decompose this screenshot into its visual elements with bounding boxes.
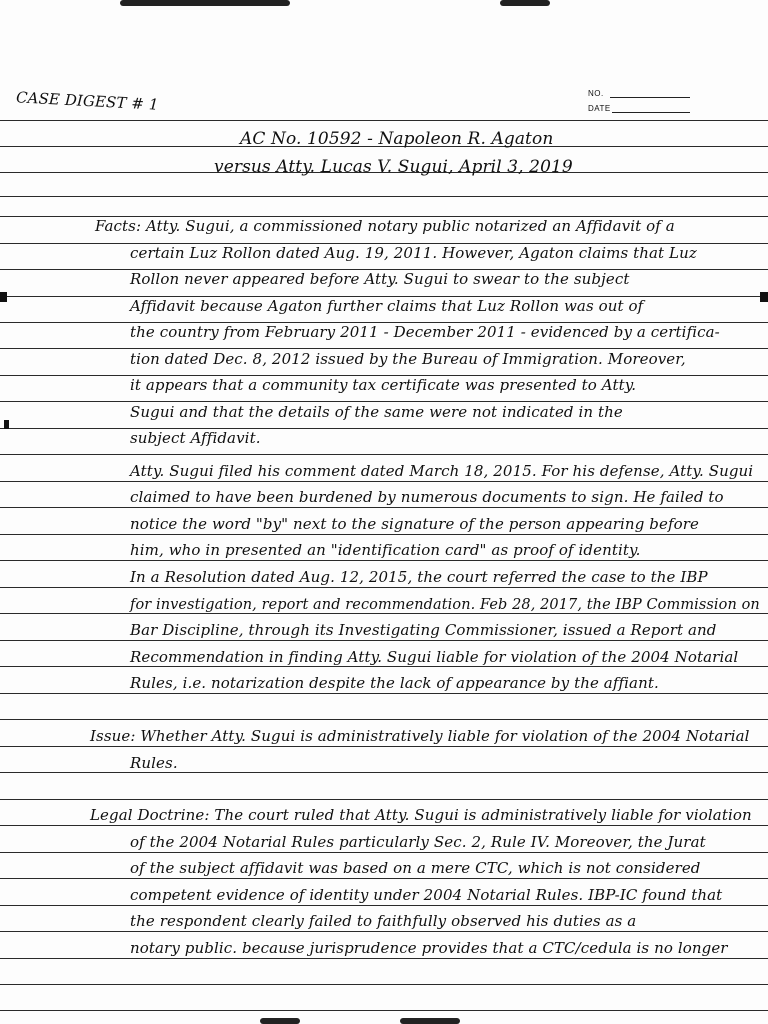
facts-line: Bar Discipline, through its Investigating Commissioner, issued a Report and (130, 621, 717, 639)
ruled-line (0, 772, 768, 773)
ruled-line (0, 799, 768, 800)
ruled-line (0, 719, 768, 720)
facts-line: claimed to have been burdened by numerous documents to sign. He failed to (130, 488, 724, 506)
facts-line: it appears that a community tax certificate was presented to Atty. (130, 376, 637, 394)
ruled-line (0, 587, 768, 588)
ruled-line (0, 613, 768, 614)
title-line-2: versus Atty. Lucas V. Sugui, April 3, 2019 (214, 157, 573, 177)
ruled-line (0, 984, 768, 985)
facts-line: Recommendation in finding Atty. Sugui liable for violation of the 2004 Notarial (130, 648, 739, 666)
top-ink-remnant (120, 0, 290, 6)
top-ink-remnant (500, 0, 550, 6)
ruled-line (0, 428, 768, 429)
facts-line: notice the word "by" next to the signature of the person appearing before (130, 515, 699, 533)
ruled-line (0, 1010, 768, 1011)
case-digest-label: CASE DIGEST # 1 (15, 88, 159, 114)
ruled-line (0, 878, 768, 879)
bottom-ink-remnant (260, 1018, 300, 1024)
ruled-line (0, 401, 768, 402)
bottom-ink-remnant (400, 1018, 460, 1024)
ruled-line (0, 931, 768, 932)
facts-line: Affidavit because Agaton further claims that Luz Rollon was out of (130, 297, 644, 315)
doctrine-line: notary public. because jurisprudence provides that a CTC/cedula is no longer (130, 939, 728, 957)
issue-line: Rules. (130, 754, 178, 772)
punch-mark-left (4, 420, 9, 429)
doctrine-line: of the 2004 Notarial Rules particularly Sec. 2, Rule IV. Moreover, the Jurat (130, 833, 706, 851)
date-field-line (612, 112, 690, 113)
facts-line: him, who in presented an "identification card" as proof of identity. (130, 541, 641, 559)
facts-line: for investigation, report and recommendation. Feb 28, 2017, the IBP Commission on (130, 595, 760, 613)
ruled-line (0, 693, 768, 694)
no-field-line (610, 97, 690, 98)
ruled-line (0, 825, 768, 826)
ruled-line (0, 560, 768, 561)
doctrine-line: competent evidence of identity under 2004 Notarial Rules. IBP-IC found that (130, 886, 723, 904)
ruled-line (0, 454, 768, 455)
ruled-line (0, 507, 768, 508)
ruled-line (0, 534, 768, 535)
facts-line: certain Luz Rollon dated Aug. 19, 2011. However, Agaton claims that Luz (130, 244, 697, 262)
facts-line: Facts: Atty. Sugui, a commissioned notary public notarized an Affidavit of a (95, 217, 675, 235)
punch-mark-right (760, 292, 768, 302)
date-label: DATE (588, 104, 611, 113)
ruled-line (0, 640, 768, 641)
punch-mark-left (0, 292, 7, 302)
issue-line: Issue: Whether Atty. Sugui is administratively liable for violation of the 2004 Notarial (90, 727, 750, 745)
facts-line: Atty. Sugui filed his comment dated March 18, 2015. For his defense, Atty. Sugui (130, 462, 754, 480)
ruled-line (0, 905, 768, 906)
facts-line: the country from February 2011 - December 2011 - evidenced by a certifica- (130, 323, 720, 341)
title-line-1: AC No. 10592 - Napoleon R. Agaton (240, 129, 554, 149)
ruled-line (0, 120, 768, 121)
facts-line: Sugui and that the details of the same were not indicated in the (130, 403, 623, 421)
ruled-line (0, 481, 768, 482)
facts-line: tion dated Dec. 8, 2012 issued by the Bureau of Immigration. Moreover, (130, 350, 686, 368)
ruled-line (0, 196, 768, 197)
doctrine-line: of the subject affidavit was based on a mere CTC, which is not considered (130, 859, 701, 877)
ruled-line (0, 348, 768, 349)
doctrine-line: the respondent clearly failed to faithfully observed his duties as a (130, 912, 637, 930)
facts-line: subject Affidavit. (130, 429, 261, 447)
no-label: NO. (588, 89, 604, 98)
ruled-line (0, 852, 768, 853)
facts-line: In a Resolution dated Aug. 12, 2015, the court referred the case to the IBP (130, 568, 708, 586)
ruled-line (0, 958, 768, 959)
facts-line: Rollon never appeared before Atty. Sugui to swear to the subject (130, 270, 630, 288)
ruled-line (0, 746, 768, 747)
doctrine-line: Legal Doctrine: The court ruled that Atty. Sugui is administratively liable for violation (90, 806, 752, 824)
facts-line: Rules, i.e. notarization despite the lack of appearance by the affiant. (130, 674, 659, 692)
ruled-line (0, 666, 768, 667)
